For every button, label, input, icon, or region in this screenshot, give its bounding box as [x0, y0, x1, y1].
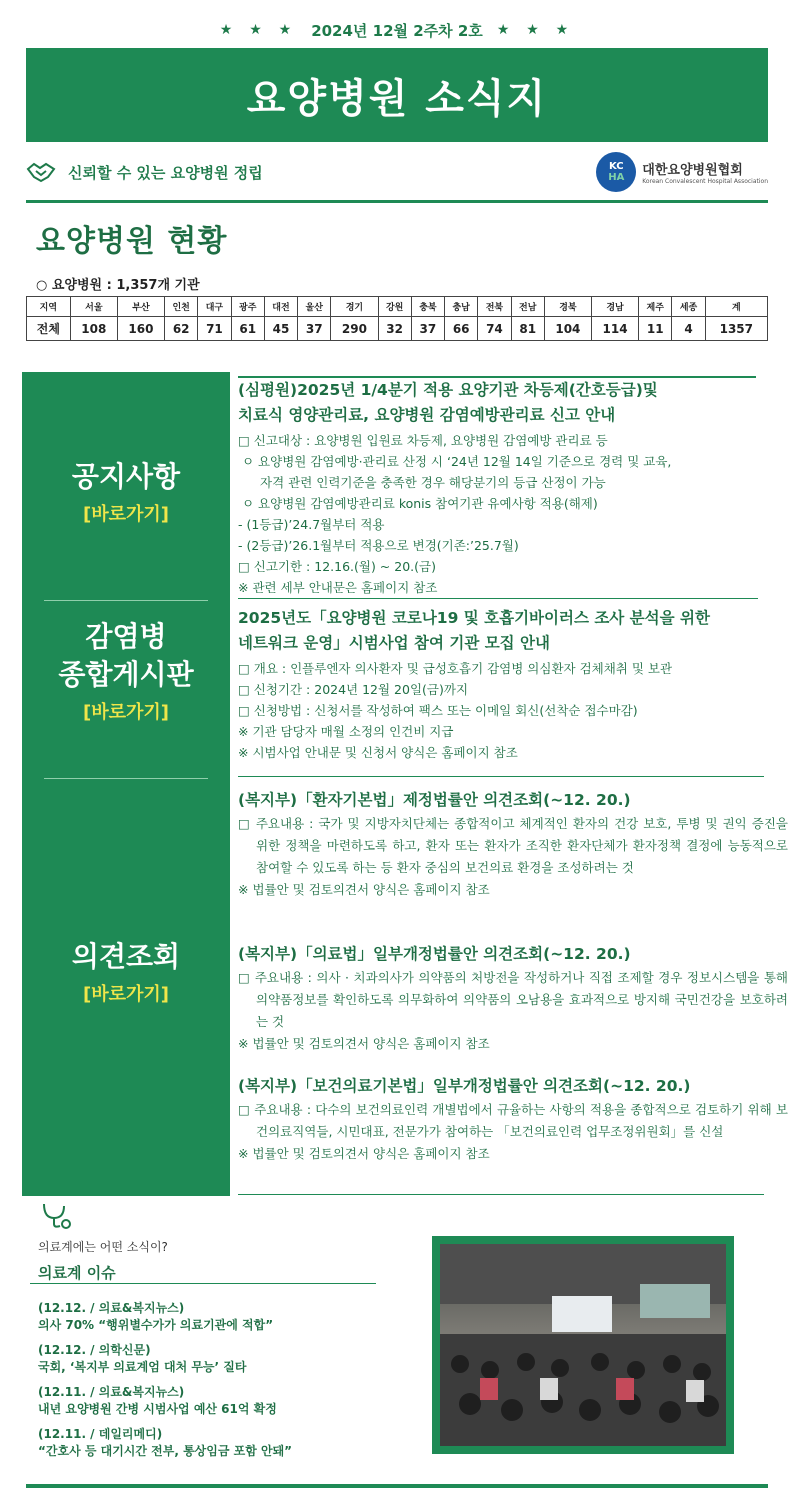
opinion-body: □ 주요내용 : 의사 · 치과의사가 의약품의 처방전을 작성하거나 직접 조제할 경우 정보시스템을 통해 의약품정보를 확인하도록 의무화하여 의약품의 오남용을 효과적으로 방지해 국민건강을 보호하려는 것: [238, 970, 788, 1029]
notice-heading: 공지사항: [71, 460, 181, 493]
opinion-title[interactable]: (복지부)「환자기본법」제정법률안 의견조회(~12. 20.): [238, 791, 631, 809]
infect-line: □ 신청방법 : 신청서를 작성하여 팩스 또는 이메일 회신(선착순 접수마감): [238, 703, 638, 718]
sidebar-divider: [44, 600, 208, 601]
stars-left: ★ ★ ★: [219, 22, 298, 38]
opinion-body: □ 주요내용 : 국가 및 지방자치단체는 종합적이고 체계적인 환자의 건강 보호, 투병 및 권익 증진을 위한 정책을 마련하도록 하고, 환자 또는 환자가 조직한 환자단체가 환자정책 결정에 능동적으로 참여할 수 있도록 하는 등 환자 중심의 보건의료 환경을 조성하려는 것: [238, 816, 788, 875]
infect-line: ※ 기관 담당자 매월 소정의 인건비 지급: [238, 724, 454, 739]
count-cell: 4: [672, 317, 705, 341]
header-divider: [26, 200, 768, 203]
infect-title-2[interactable]: 네트워크 운영」시범사업 참여 기관 모집 안내: [238, 634, 550, 652]
news-source: (12.11. / 의료&복지뉴스): [38, 1385, 185, 1399]
notice-section-label: [22, 458, 230, 526]
status-title: 요양병원 현황: [36, 224, 228, 259]
opinion-note: ※ 법률안 및 검토의견서 양식은 홈페이지 참조: [238, 1036, 490, 1051]
notice-line: □ 신고대상 : 요양병원 입원료 차등제, 요양병원 감염예방 관리료 등: [238, 433, 608, 448]
count-cell: 37: [411, 317, 444, 341]
region-cell: 제주: [639, 297, 672, 317]
notice-line: ㅇ 요양병원 감염예방관리료 konis 참여기관 유예사항 적용(해제): [242, 496, 598, 511]
region-cell: 전남: [511, 297, 544, 317]
tagline: [26, 161, 263, 183]
issue-number: 2024년 12월 2주차 2호: [311, 21, 483, 40]
region-cell: 강원: [378, 297, 411, 317]
news-headline[interactable]: 국회, ‘복지부 의료계엄 대처 무능’ 질타: [38, 1360, 247, 1374]
newsletter-title: 요양병원 소식지: [246, 75, 548, 122]
handshake-icon: [26, 161, 56, 183]
infect-heading-2: 종합게시판: [58, 658, 194, 691]
infect-title-1[interactable]: 2025년도「요양병원 코로나19 및 호흡기바이러스 조사 분석을 위한: [238, 609, 710, 627]
issues-title: 의료계 이슈: [38, 1264, 116, 1282]
region-cell: 광주: [231, 297, 264, 317]
issues-question: 의료계에는 어떤 소식이?: [38, 1240, 168, 1254]
hospital-count: ○ 요양병원 : 1,357개 기관: [36, 278, 200, 293]
count-cell: 290: [331, 317, 378, 341]
count-cell: 1357: [705, 317, 767, 341]
count-cell: 45: [264, 317, 297, 341]
opinion-link[interactable]: [바로가기]: [82, 984, 169, 1005]
news-headline[interactable]: “간호사 등 대기시간 전부, 통상임금 포함 안돼”: [38, 1444, 293, 1458]
count-cell: 104: [544, 317, 591, 341]
count-cell: 37: [298, 317, 331, 341]
region-cell: 세종: [672, 297, 705, 317]
region-cell: 인천: [165, 297, 198, 317]
opinion-note: ※ 법률안 및 검토의견서 양식은 홈페이지 참조: [238, 1146, 490, 1161]
region-count-row: [27, 317, 768, 341]
association-logo[interactable]: [596, 152, 768, 192]
content-divider: [238, 598, 758, 599]
count-cell: 160: [117, 317, 164, 341]
opinion-item: [238, 1074, 788, 1165]
content-divider: [238, 1194, 764, 1195]
section-sidebar: [22, 372, 230, 1196]
seminar-photo: [440, 1244, 726, 1446]
opinion-title[interactable]: (복지부)「보건의료기본법」일부개정법률안 의견조회(~12. 20.): [238, 1077, 691, 1095]
count-cell: 108: [70, 317, 117, 341]
news-item[interactable]: [38, 1426, 398, 1460]
news-source: (12.12. / 의학신문): [38, 1343, 151, 1357]
news-item[interactable]: [38, 1384, 398, 1418]
tagline-row: [26, 150, 768, 194]
count-cell: 74: [478, 317, 511, 341]
stars-right: ★ ★ ★: [496, 22, 575, 38]
region-cell: 부산: [117, 297, 164, 317]
tagline-text: 신뢰할 수 있는 요양병원 정립: [68, 163, 263, 182]
infect-line: ※ 시범사업 안내문 및 신청서 양식은 홈페이지 참조: [238, 745, 518, 760]
notice-line: - (1등급)’24.7월부터 적용: [238, 517, 385, 532]
footer-divider: [26, 1484, 768, 1488]
notice-line: - (2등급)’26.1월부터 적용으로 변경(기존:’25.7월): [238, 538, 519, 553]
news-item[interactable]: [38, 1342, 398, 1376]
logo-name-en: Korean Convalescent Hospital Association: [642, 178, 768, 185]
infect-heading-1: 감염병: [85, 620, 167, 653]
issue-line: [0, 18, 794, 42]
logo-name: 대한요양병원협회: [642, 163, 743, 178]
infect-line: □ 신청기간 : 2024년 12월 20일(금)까지: [238, 682, 469, 697]
news-source: (12.11. / 데일리메디): [38, 1427, 163, 1441]
count-cell: 66: [445, 317, 478, 341]
content-divider: [238, 776, 764, 777]
kcha-logo-icon: KC HA: [596, 152, 636, 192]
opinion-heading: 의견조회: [71, 940, 181, 973]
stethoscope-icon: [40, 1200, 74, 1230]
infect-link[interactable]: [바로가기]: [82, 702, 169, 723]
issues-divider: [30, 1283, 376, 1284]
infect-section-label: [22, 618, 230, 724]
region-cell: 대전: [264, 297, 297, 317]
count-cell: 62: [165, 317, 198, 341]
region-cell: 계: [705, 297, 767, 317]
notice-line: 자격 관련 인력기준을 충족한 경우 해당분기의 등급 산정이 가능: [260, 475, 606, 490]
infect-line: □ 개요 : 인플루엔자 의사환자 및 급성호흡기 감염병 의심환자 검체채취 및 보관: [238, 661, 673, 676]
opinion-title[interactable]: (복지부)「의료법」일부개정법률안 의견조회(~12. 20.): [238, 945, 631, 963]
notice-line: ※ 관련 세부 안내문은 홈페이지 참조: [238, 580, 438, 595]
opinion-section-label: [22, 938, 230, 1006]
news-source: (12.12. / 의료&복지뉴스): [38, 1301, 185, 1315]
opinion-item: [238, 788, 788, 901]
sidebar-divider: [44, 778, 208, 779]
region-header-row: [27, 297, 768, 317]
count-cell: 61: [231, 317, 264, 341]
count-cell: 전체: [27, 317, 71, 341]
seminar-photo-frame: [432, 1236, 734, 1454]
region-cell: 대구: [198, 297, 231, 317]
notice-title-1[interactable]: (심평원)2025년 1/4분기 적용 요양기관 차등제(간호등급)및: [238, 381, 658, 399]
notice-link[interactable]: [바로가기]: [82, 504, 169, 525]
count-cell: 114: [591, 317, 638, 341]
count-cell: 32: [378, 317, 411, 341]
count-cell: 71: [198, 317, 231, 341]
region-cell: 서울: [70, 297, 117, 317]
infect-content: [238, 606, 788, 763]
notice-title-2[interactable]: 치료식 영양관리료, 요양병원 감염예방관리료 신고 안내: [238, 406, 616, 424]
region-cell: 충북: [411, 297, 444, 317]
opinion-body: □ 주요내용 : 다수의 보건의료인력 개별법에서 규율하는 사항의 적용을 종합적으로 검토하기 위해 보건의료직역들, 시민대표, 전문가가 참여하는 「보건의료인력 업무조정위원회」를 신설: [238, 1102, 788, 1139]
notice-line: □ 신고기한 : 12.16.(월) ~ 20.(금): [238, 559, 436, 574]
notice-content: [238, 378, 788, 598]
count-cell: 81: [511, 317, 544, 341]
title-banner: [26, 48, 768, 142]
region-cell: 경기: [331, 297, 378, 317]
region-cell: 충남: [445, 297, 478, 317]
region-cell: 경북: [544, 297, 591, 317]
news-item[interactable]: [38, 1300, 398, 1334]
region-cell: 지역: [27, 297, 71, 317]
notice-line: ㅇ 요양병원 감염예방·관리료 산정 시 ‘24년 12월 14일 기준으로 경력 및 교육,: [242, 454, 672, 469]
opinion-item: [238, 942, 788, 1055]
region-table: [26, 296, 768, 341]
opinion-note: ※ 법률안 및 검토의견서 양식은 홈페이지 참조: [238, 882, 490, 897]
region-cell: 전북: [478, 297, 511, 317]
news-headline[interactable]: 내년 요양병원 간병 시범사업 예산 61억 확정: [38, 1402, 277, 1416]
news-headline[interactable]: 의사 70% “행위별수가가 의료기관에 적합”: [38, 1318, 274, 1332]
region-cell: 울산: [298, 297, 331, 317]
count-cell: 11: [639, 317, 672, 341]
region-cell: 경남: [591, 297, 638, 317]
